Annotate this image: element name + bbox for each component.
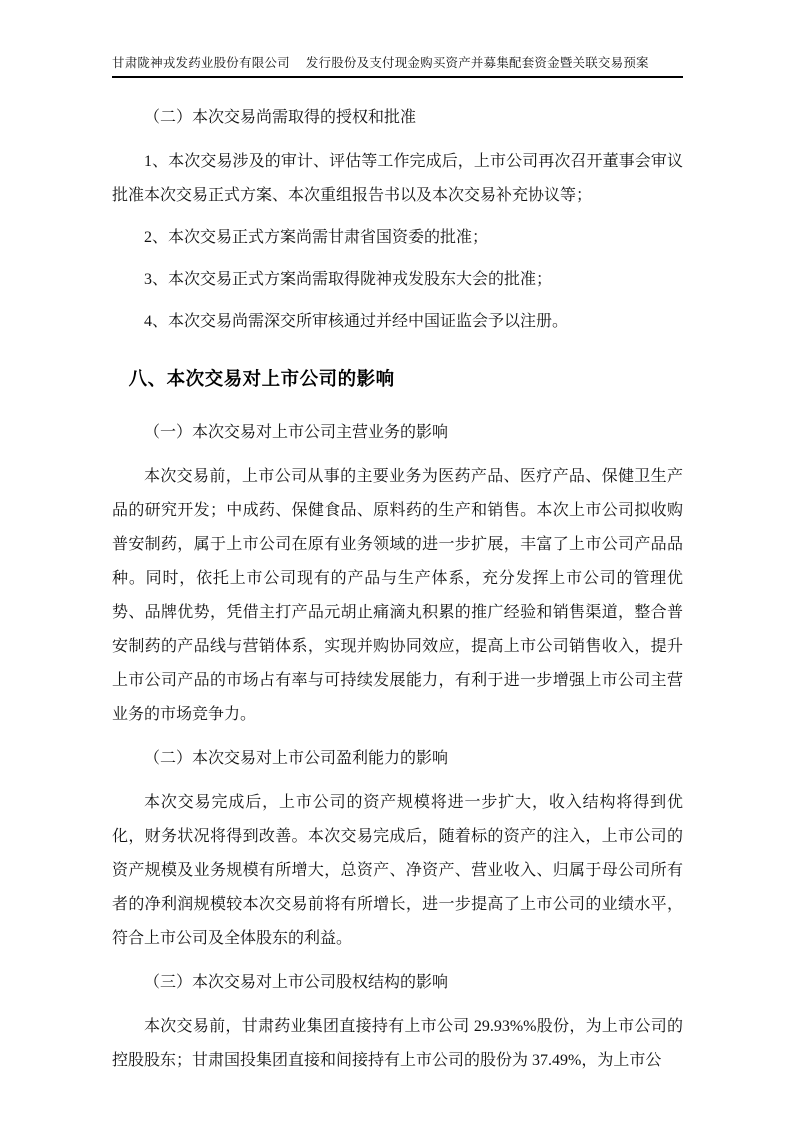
section-heading-impact-on-listed-company: 八、本次交易对上市公司的影响	[128, 368, 395, 389]
paragraph-profitability-impact: 本次交易完成后，上市公司的资产规模将进一步扩大，收入结构将得到优化，财务状况将得到改善。本次交易完成后，随着标的资产的注入，上市公司的资产规模及业务规模有所增大，总资产、净资产、营业收入、归属于母公司所有者的净利润规模较本次交易前将有所增长，进一步提高了上市公司的业绩水平，符合上市公司及全体股东的利益。	[112, 794, 683, 947]
list-item-4: 4、本次交易尚需深交所审核通过并经中国证监会予以注册。	[144, 313, 569, 330]
list-item-3: 3、本次交易正式方案尚需取得陇神戎发股东大会的批准；	[144, 271, 553, 288]
paragraph-equity-structure-impact: 本次交易前，甘肃药业集团直接持有上市公司 29.93%%股份，为上市公司的控股股东；甘肃国投集团直接和间接持有上市公司的股份为 37.49%，为上市公	[112, 1018, 683, 1069]
paragraph-main-business-impact: 本次交易前，上市公司从事的主要业务为医药产品、医疗产品、保健卫生产品的研究开发；中成药、保健食品、原料药的生产和销售。本次上市公司拟收购普安制药，属于上市公司在原有业务领域的进一步扩展，丰富了上市公司产品品种。同时，依托上市公司现有的产品与生产体系，充分发挥上市公司的管理优势、品牌优势，凭借主打产品元胡止痛滴丸积累的推广经验和销售渠道，整合普安制药的产品线与营销体系，实现并购协同效应，提高上市公司销售收入，提升上市公司产品的市场占有率与可持续发展能力，有利于进一步增强上市公司主营业务的市场竞争力。	[112, 468, 683, 723]
document-body	[112, 78, 683, 1078]
subheading-main-business-impact: （一）本次交易对上市公司主营业务的影响	[144, 424, 449, 441]
subheading-authorizations: （二）本次交易尚需取得的授权和批准	[144, 109, 417, 126]
subheading-profitability-impact: （二）本次交易对上市公司盈利能力的影响	[144, 750, 449, 767]
subheading-equity-structure-impact: （三）本次交易对上市公司股权结构的影响	[144, 974, 449, 991]
page-header-title: 甘肃陇神戎发药业股份有限公司 发行股份及支付现金购买资产并募集配套资金暨关联交易预案	[112, 54, 683, 78]
list-item-2: 2、本次交易正式方案尚需甘肃省国资委的批准；	[144, 229, 489, 246]
list-item-1: 1、本次交易涉及的审计、评估等工作完成后，上市公司再次召开董事会审议批准本次交易正式方案、本次重组报告书以及本次交易补充协议等；	[112, 153, 683, 204]
